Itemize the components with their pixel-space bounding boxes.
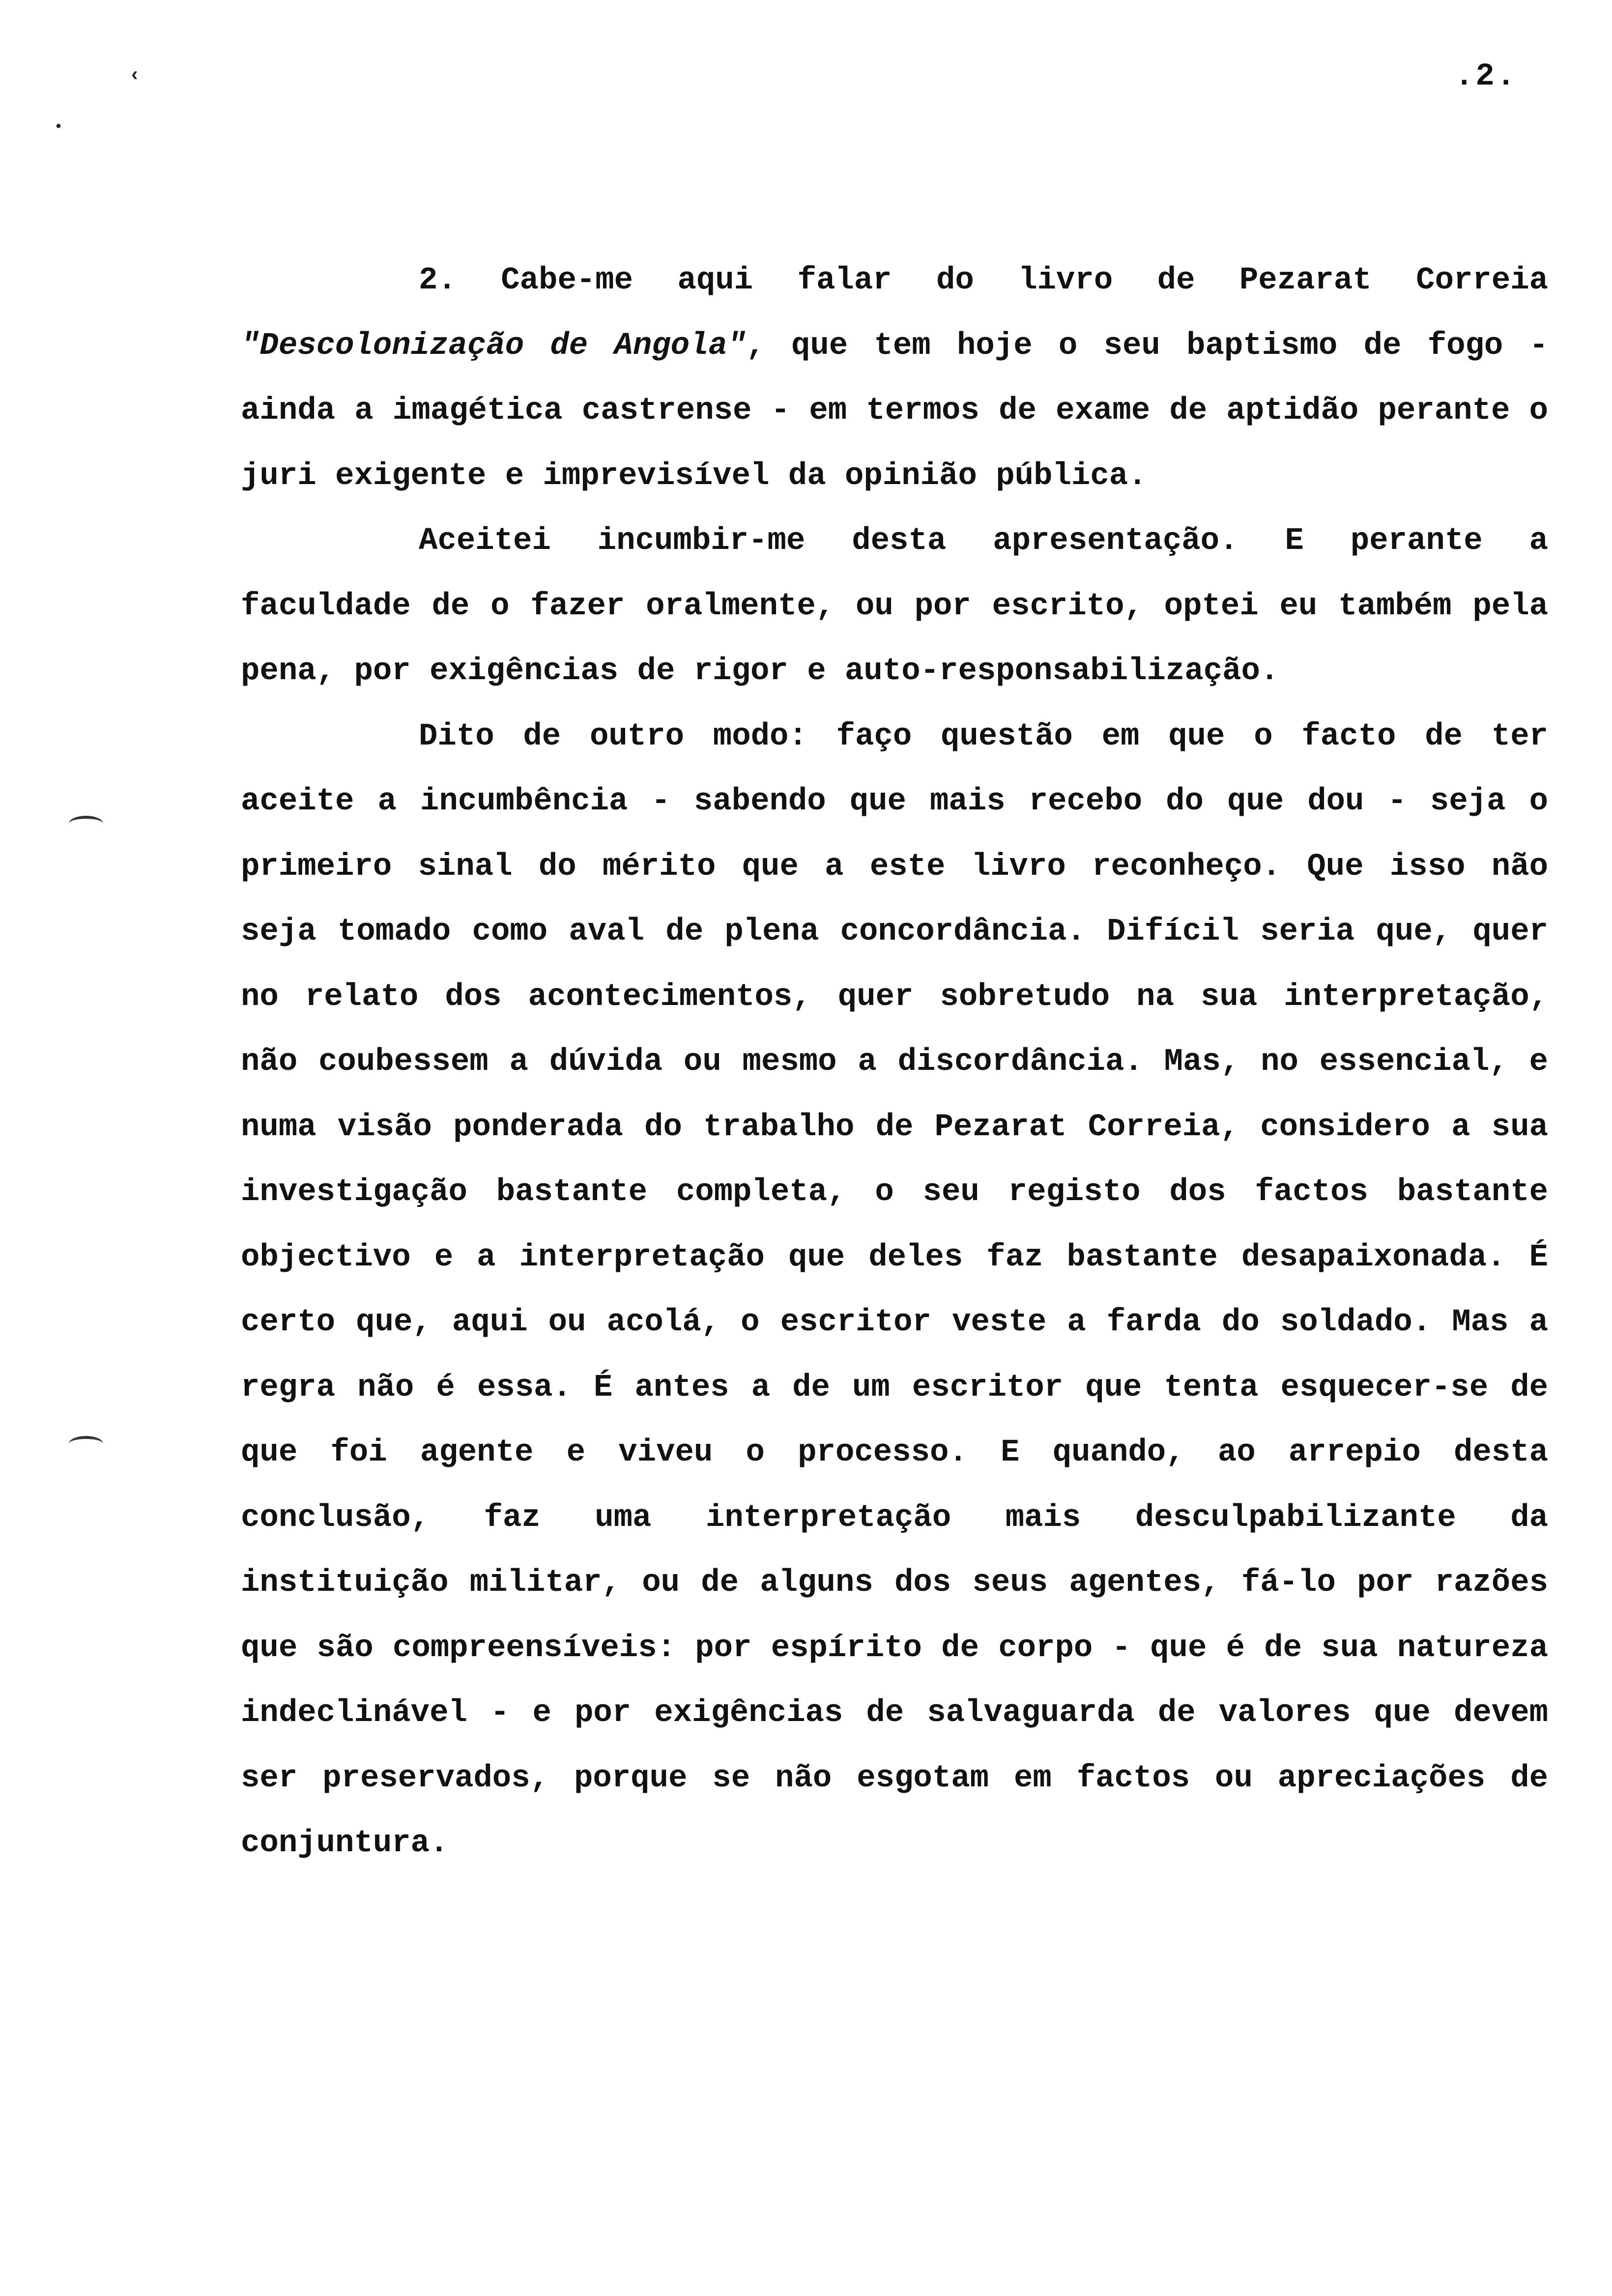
book-title: "Descolonização de Angola" [241,328,747,364]
page-number: .2. [1455,59,1518,94]
paragraph-1 [241,248,1548,509]
paragraph-1-lead: 2. Cabe-me aqui falar do livro de Pezarat Correia [419,263,1548,298]
punch-hole-mark [69,816,103,832]
paragraph-3: Dito de outro modo: faço questão em que o facto de ter aceite a incumbência - sabendo que mais recebo do que dou - seja o primeiro sinal do mérito que a este livro reconheço. Que isso não seja tomado como aval de plena concordância. Difícil seria que, quer no relato dos acontecimentos, quer sobretudo na sua interpretação, não coubessem a dúvida ou mesmo a discordância. Mas, no essencial, e numa visão ponderada do trabalho de Pezarat Correia, considero a sua investigação bastante completa, o seu registo dos factos bastante objectivo e a interpretação que deles faz bastante desapaixonada. É certo que, aqui ou acolá, o escritor veste a farda do soldado. Mas a regra não é essa. É antes a de um escritor que tenta esquecer-se de que foi agente e viveu o processo. E quando, ao arrepio desta conclusão, faz uma interpretação mais desculpabilizante da instituição militar, ou de alguns dos seus agentes, fá-lo por razões que são compreensíveis: por espírito de corpo - que é de sua natureza indeclinável - e por exigências de salvaguarda de valores que devem ser preservados, porque se não esgotam em factos ou apreciações de conjuntura. [241,718,1548,1861]
scan-artifact-dot: • [54,119,63,136]
body-text [241,248,1548,1876]
scan-artifact-mark: ‹ [129,65,141,87]
paragraph-2: Aceitei incumbir-me desta apresentação. E perante a faculdade de o fazer oralmente, ou por escrito, optei eu também pela pena, por exigências de rigor e auto-responsabilização. [241,523,1548,689]
paragraph-1-rest: , que tem hoje o seu baptismo de fogo - ainda a imagética castrense - em termos de exame de aptidão perante o juri exigente e imprevisível da opinião pública. [241,328,1549,494]
punch-hole-mark [69,1436,103,1452]
